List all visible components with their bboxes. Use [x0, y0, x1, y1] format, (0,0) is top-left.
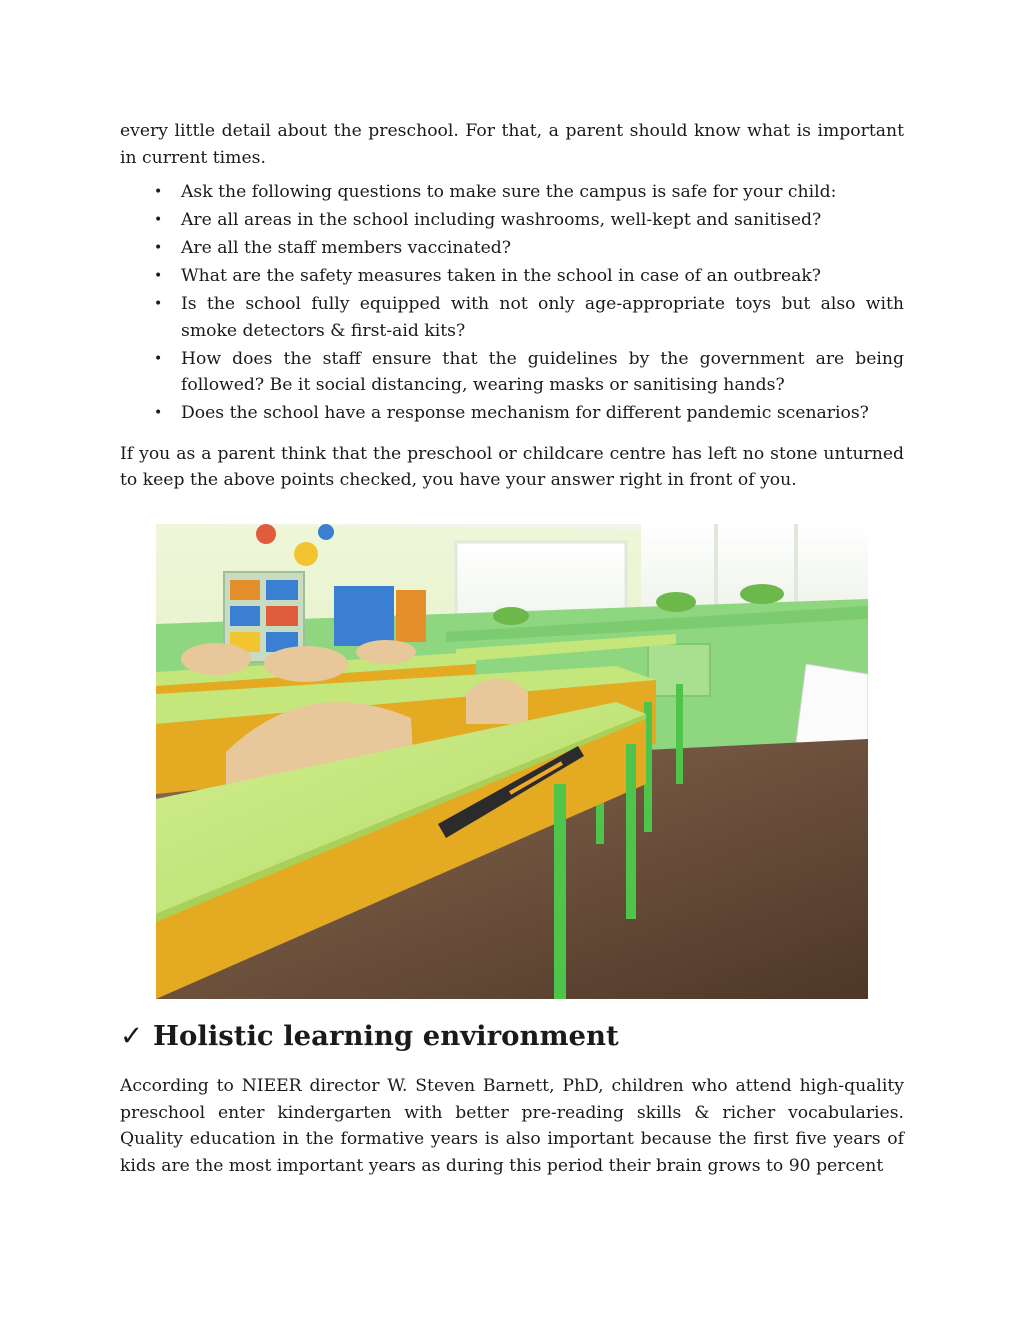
heading-text: Holistic learning environment	[153, 1020, 619, 1052]
checkmark-icon: ✓	[120, 1020, 144, 1052]
bullet-icon: •	[154, 268, 163, 284]
list-item: • Does the school have a response mechanism for different pandemic scenarios?	[120, 400, 904, 427]
intro-paragraph: every little detail about the preschool. For that, a parent should know what is important in current times.	[120, 121, 904, 168]
bullet-icon: •	[154, 296, 163, 312]
list-item: • What are the safety measures taken in the school in case of an outbreak?	[120, 263, 904, 290]
list-item: • Are all the staff members vaccinated?	[120, 235, 904, 262]
bullet-icon: •	[154, 350, 163, 367]
section-heading	[120, 1018, 904, 1054]
conclusion-paragraph: If you as a parent think that the preschool or childcare centre has left no stone unturned to keep the above points checked, you have your answer right in front of you.	[120, 443, 904, 490]
bullet-icon: •	[154, 405, 163, 421]
classroom-photo	[156, 524, 868, 999]
safety-questions-list	[120, 179, 904, 427]
bullet-icon: •	[154, 184, 163, 200]
bullet-icon: •	[154, 212, 163, 228]
list-item: • How does the staff ensure that the guidelines by the government are being followed? Be it social distancing, wearing masks or sanitising hands?	[120, 346, 904, 399]
list-item: • Are all areas in the school including washrooms, well-kept and sanitised?	[120, 207, 904, 234]
body-paragraph: According to NIEER director W. Steven Barnett, PhD, children who attend high-quality preschool enter kindergarten with better pre-reading skills & richer vocabularies. Quality education in the formative years is also important because the first five years of kids are the most important years as during this period their brain grows to 90 percent	[120, 1076, 904, 1176]
bullet-icon: •	[154, 240, 163, 256]
list-item: • Ask the following questions to make sure the campus is safe for your child:	[120, 179, 904, 206]
list-item: • Is the school fully equipped with not only age-appropriate toys but also with smoke detectors & first-aid kits?	[120, 291, 904, 344]
document-body	[120, 118, 904, 494]
